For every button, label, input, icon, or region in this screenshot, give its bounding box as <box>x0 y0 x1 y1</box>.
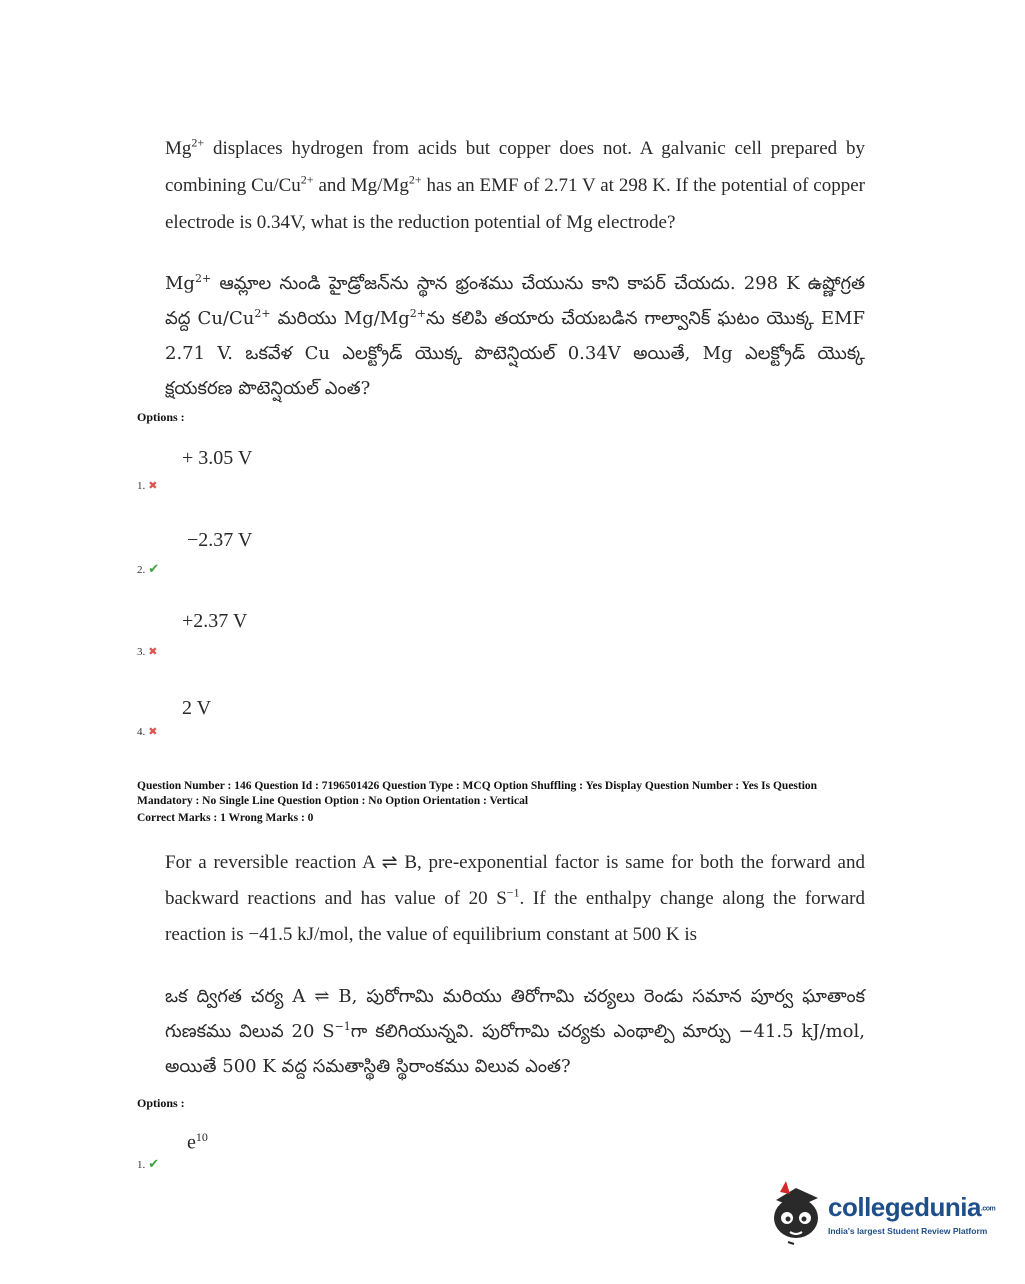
q146-english-text: For a reversible reaction A ⇌ B, pre-exponential factor is same for both the forward and backward reactions and has value of 20 $S^{-1}$. If the enthalpy change along the forward reaction is −41.5 kJ/mol, the value of equilibrium constant at 500 K is <box>165 852 865 945</box>
option-2-value: −2.37 V <box>187 529 253 551</box>
correct-check-icon: ✔ <box>148 561 160 576</box>
option-4-number: 4. ✖ <box>137 726 158 738</box>
q145-english-text: $Mg^{2+}$ displaces hydrogen from acids but copper does not. A galvanic cell prepared by combining $Cu/Cu^{2+}$ and $Mg/Mg^{2+}$ has an EMF of 2.71 V at 298 K. If the potential of copper electrode is 0.34V, what is the reduction potential of Mg electrode? <box>165 135 865 233</box>
wrong-mark-icon: ✖ <box>148 726 158 738</box>
option-1-number: 1. ✖ <box>137 480 158 492</box>
q146-meta-line3: Correct Marks : 1 Wrong Marks : 0 <box>137 812 314 824</box>
logo-name: collegedunia.com <box>828 1192 996 1222</box>
q146-meta-line2: Mandatory : No Single Line Question Option : No Option Orientation : Vertical <box>137 795 529 807</box>
q145-telugu-text: $Mg^{2+}$ ఆమ్లాల నుండి హైడ్రోజన్‌ను స్థాన భ్రంశము చేయును కాని కాపర్ చేయదు. 298 K ఉష్ణోగ్రత వద్ద $Cu/Cu^{2+}$ మరియు $Mg/Mg^{2+}ను$ కలిపి తయారు చేయబడిన గాల్వానిక్ ఘటం యొక్క EMF 2.71 V. ఒకవేళ Cu ఎలక్ట్రోడ్ యొక్క పొటెన్షియల్ 0.34V అయితే, Mg ఎలక్ట్రోడ్ యొక్క క్షయకరణ పొటెన్షియల్ ఎంత? <box>165 272 865 399</box>
wrong-mark-icon: ✖ <box>148 646 158 658</box>
options-label: Options : <box>137 1096 185 1110</box>
option-3-value: +2.37 V <box>182 610 248 632</box>
q146-meta-line1: Question Number : 146 Question Id : 7196501426 Question Type : MCQ Option Shuffling : Yes Display Question Number : Yes Is Question <box>137 780 818 792</box>
q146-option-1-number: 1. ✔ <box>137 1156 160 1171</box>
q146-option-1-value: $e^{10}$ <box>187 1130 208 1154</box>
options-label: Options : <box>137 410 185 424</box>
logo-tagline: India's largest Student Review Platform <box>828 1226 988 1236</box>
option-4-value: 2 V <box>182 697 212 719</box>
q146-meta <box>137 779 897 826</box>
option-1-value: + 3.05 V <box>182 447 253 469</box>
correct-check-icon: ✔ <box>148 1156 160 1171</box>
wrong-mark-icon: ✖ <box>148 480 158 492</box>
option-3-number: 3. ✖ <box>137 646 158 658</box>
option-2-number: 2. ✔ <box>137 561 160 576</box>
collegedunia-logo <box>766 1178 996 1248</box>
mascot-icon <box>766 1178 826 1248</box>
q146-telugu-text: ఒక ద్విగత చర్య A ⇌ B, పురోగామి మరియు తిరోగామి చర్యలు రెండు సమాన పూర్వ ఘాతాంక గుణకము విలువ 20 $S^{-1}గా$ కలిగియున్నవి. పురోగామి చర్యకు ఎంథాల్పి మార్పు −41.5 kJ/mol, అయితే 500 K వద్ద సమతాస్థితి స్థిరాంకము విలువ ఎంత? <box>165 986 865 1077</box>
